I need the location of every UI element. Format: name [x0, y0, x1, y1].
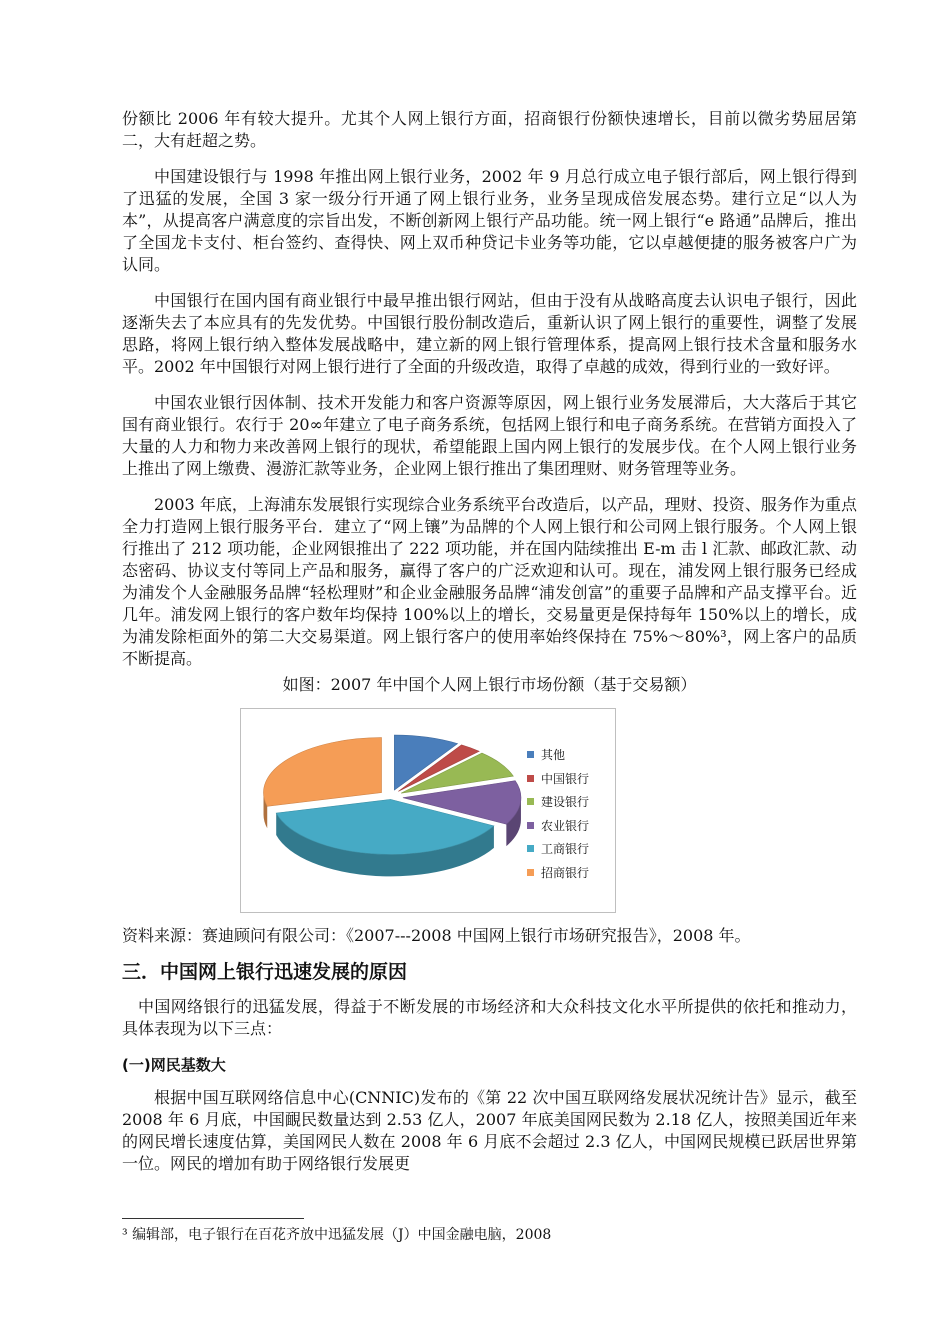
- legend-item: [527, 861, 589, 885]
- legend-label: 中国银行: [541, 771, 590, 786]
- legend-label: 工商银行: [541, 842, 590, 857]
- section-intro: 中国网络银行的迅猛发展，得益于不断发展的市场经济和大众科技文化水平所提供的依托和推动力，具体表现为以下三点：: [122, 997, 857, 1038]
- pie-chart: [240, 708, 616, 913]
- legend-swatch: [527, 845, 534, 852]
- legend-item: [527, 814, 589, 838]
- legend-swatch: [527, 751, 534, 758]
- subsection-paragraph: 根据中国互联网络信息中心(CNNIC)发布的《第 22 次中国互联网络发展状况统计告》显示，截至 2008 年 6 月底，中国靦民数量达到 2.53 亿人，2007 年底美国网民数为 2.18 亿人，按照美国近年来的网民增长速度估算，美国网民人数在 2008 年 6 月底不会超过 2.3 亿人，中国网民规模已跃居世界第一位。网民的增加有助于网络银行发展更: [122, 1088, 857, 1173]
- chart-legend: [527, 743, 589, 884]
- section-title: 三．中国网上银行迅速发展的原因: [122, 961, 408, 983]
- legend-label: 其他: [541, 748, 566, 763]
- legend-swatch: [527, 822, 534, 829]
- legend-item: [527, 743, 589, 767]
- legend-swatch: [527, 869, 534, 876]
- legend-item: [527, 790, 589, 814]
- document-body: [122, 108, 857, 1189]
- legend-label: 农业银行: [541, 818, 590, 833]
- paragraph-spdb: 2003 年底，上海浦东发展银行实现综合业务系统平台改造后，以产品，理财、投资、服务作为重点全力打造网上银行服务平台．建立了“网上镶”为品牌的个人网上银行和公司网上银行服务。个人网上银行推出了 212 项功能，企业网银推出了 222 项功能，并在国内陆续推出 E-m 击 l 汇款、邮政汇款、动态密码、协议支付等同上产品和服务，赢得了客户的广泛欢迎和认可。现在，浦发网上银行服务已经成为浦发个人金融服务品牌“轻松理财”和企业金融服务品牌“浦发创富”的重要子品牌和产品支撑平台。近几年。浦发网上银行的客户数年均保持 100%以上的增长，交易量更是保持每年 150%以上的增长，成为浦发除柜面外的第二大交易渠道。网上银行客户的使用率始终保持在 75%～80%³，网上客户的品质不断提高。: [122, 495, 857, 668]
- figure-source: 资料来源：赛迪顾问有限公司：《2007---2008 中国网上银行市场研究报告》，2008 年。: [122, 926, 751, 945]
- figure-caption: 如图：2007 年中国个人网上银行市场份额（基于交易额）: [282, 675, 697, 694]
- legend-label: 建设银行: [541, 795, 590, 810]
- legend-swatch: [527, 775, 534, 782]
- paragraph-abc: 中国农业银行因体制、技术开发能力和客户资源等原因，网上银行业务发展滞后，大大落后于其它国有商业银行。农行于 20∞年建立了电子商务系统，包括网上银行和电子商务系统。在营销方面投入了大量的人力和物力来改善网上银行的现状，希望能跟上国内网上银行的发展步伐。在个人网上银行业务上推出了网上缴费、漫游汇款等业务，企业网上银行推出了集团理财、财务管理等业务。: [122, 393, 857, 478]
- subsection-title: (一)网民基数大: [122, 1056, 226, 1074]
- paragraph-boc: 中国银行在国内国有商业银行中最早推出银行网站，但由于没有从战略高度去认识电子银行，因此逐渐失去了本应具有的先发优势。中国银行股份制改造后，重新认识了网上银行的重要性，调整了发展思路，将网上银行纳入整体发展战略中，建立新的网上银行管理体系，提高网上银行技术含量和服务水平。2002 年中国银行对网上银行进行了全面的升级改造，取得了卓越的成效，得到行业的一致好评。: [122, 291, 857, 376]
- footnote: ³ 编辑部，电子银行在百花齐放中迅猛发展（J）中国金融电脑，2008: [122, 1227, 552, 1243]
- legend-swatch: [527, 798, 534, 805]
- paragraph-ccb: 中国建设银行与 1998 年推出网上银行业务，2002 年 9 月总行成立电子银行部后，网上银行得到了迅猛的发展，全国 3 家一级分行开通了网上银行业务，业务呈现成倍发展态势。建行立足“以人为本”，从提高客户满意度的宗旨出发，不断创新网上银行产品功能。统一网上银行“e 路通”品牌后，推出了全国龙卡支付、柜台签约、查得快、网上双币种贷记卡业务等功能，它以卓越便捷的服务被客户广为认同。: [122, 167, 857, 274]
- footnote-divider: [122, 1218, 304, 1219]
- legend-label: 招商银行: [541, 865, 590, 880]
- legend-item: [527, 837, 589, 861]
- paragraph-market-share: 份额比 2006 年有较大提升。尤其个人网上银行方面，招商银行份额快速增长，目前以微劣势屈居第二，大有赶超之势。: [122, 109, 857, 150]
- legend-item: [527, 767, 589, 791]
